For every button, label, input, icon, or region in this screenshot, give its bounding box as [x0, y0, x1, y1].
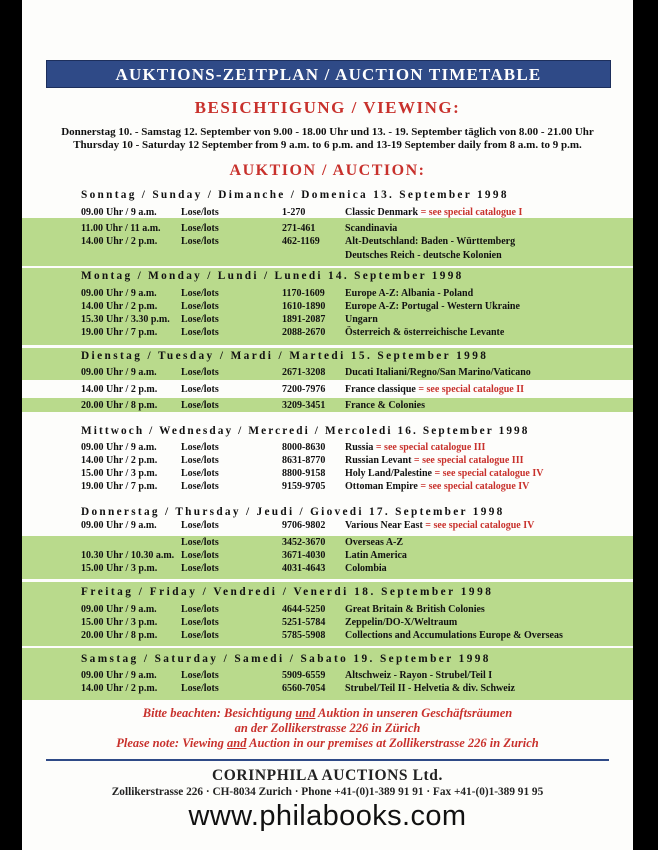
row-time: 15.00 Uhr / 3 p.m.: [81, 563, 158, 574]
row-desc: Europe A-Z: Albania - Poland: [345, 288, 474, 299]
table-row: [22, 480, 633, 493]
row-range: 8000-8630: [282, 442, 326, 453]
row-lots: Lose/lots: [181, 630, 219, 641]
row-desc: Overseas A-Z: [345, 537, 404, 548]
row-time: 09.00 Uhr / 9 a.m.: [81, 367, 157, 378]
row-time: 14.00 Uhr / 2 p.m.: [81, 683, 158, 694]
row-range: 1610-1890: [282, 301, 326, 312]
row-time: 09.00 Uhr / 9 a.m.: [81, 207, 157, 218]
row-desc: [345, 441, 485, 454]
row-lots: Lose/lots: [181, 604, 219, 615]
note-en-u: and: [227, 736, 247, 750]
row-time: 11.00 Uhr / 11 a.m.: [81, 223, 161, 234]
row-note: = see special catalogue III: [413, 455, 524, 466]
row-desc: Strubel/Teil II - Helvetia & div. Schweiz: [345, 683, 515, 694]
table-row: [22, 313, 633, 326]
row-time: 14.00 Uhr / 2 p.m.: [81, 301, 158, 312]
row-range: 1-270: [282, 207, 306, 218]
website-link[interactable]: www.philabooks.com: [188, 800, 467, 832]
table-row: [22, 249, 633, 262]
auction-title: AUKTION / AUCTION:: [229, 162, 426, 179]
day-heading-tuesday: Dienstag / Tuesday / Mardi / Martedi 15. September 1998: [81, 350, 489, 362]
row-lots: Lose/lots: [181, 327, 219, 338]
table-row: [22, 536, 633, 549]
row-time: 14.00 Uhr / 2 p.m.: [81, 384, 158, 395]
row-lots: Lose/lots: [181, 442, 219, 453]
row-range: 462-1169: [282, 236, 320, 247]
row-time: 14.00 Uhr / 2 p.m.: [81, 455, 158, 466]
company-address: Zollikerstrasse 226 · CH-8034 Zurich · Phone +41-(0)1-389 91 91 · Fax +41-(0)1-389 91 95: [111, 786, 544, 798]
row-time: 20.00 Uhr / 8 p.m.: [81, 630, 158, 641]
row-desc: Deutsches Reich - deutsche Kolonien: [345, 250, 502, 261]
row-desc-text: France classique: [345, 384, 416, 395]
row-time: 15.30 Uhr / 3.30 p.m.: [81, 314, 170, 325]
row-lots: Lose/lots: [181, 384, 219, 395]
row-lots: Lose/lots: [181, 207, 219, 218]
note-de-line2: an der Zollikerstrasse 226 in Zürich: [234, 721, 421, 735]
table-row: [22, 441, 633, 454]
row-lots: Lose/lots: [181, 236, 219, 247]
row-lots: Lose/lots: [181, 367, 219, 378]
row-lots: Lose/lots: [181, 481, 219, 492]
row-lots: Lose/lots: [181, 301, 219, 312]
row-note: = see special catalogue IV: [425, 520, 535, 531]
row-time: 20.00 Uhr / 8 p.m.: [81, 400, 158, 411]
table-row: [22, 383, 633, 396]
row-range: 5251-5784: [282, 617, 326, 628]
table-row: [22, 682, 633, 695]
row-desc: [345, 467, 543, 480]
row-desc: [345, 454, 523, 467]
day-heading-monday: Montag / Monday / Lundi / Lunedi 14. September 1998: [81, 270, 464, 282]
row-note: = see special catalogue IV: [434, 468, 544, 479]
row-desc-text: Holy Land/Palestine: [345, 468, 432, 479]
row-range: 2088-2670: [282, 327, 326, 338]
row-time: 19.00 Uhr / 7 p.m.: [81, 481, 158, 492]
row-desc: Scandinavia: [345, 223, 398, 234]
row-desc-text: Various Near East: [345, 520, 423, 531]
row-lots: Lose/lots: [181, 314, 219, 325]
row-desc: Great Britain & British Colonies: [345, 604, 485, 615]
row-range: 1891-2087: [282, 314, 326, 325]
table-row: [22, 235, 633, 248]
row-desc-text: Russian Levant: [345, 455, 412, 466]
row-lots: Lose/lots: [181, 288, 219, 299]
row-note: = see special catalogue IV: [420, 481, 530, 492]
row-desc: [345, 519, 534, 532]
row-range: 6560-7054: [282, 683, 326, 694]
row-range: 3209-3451: [282, 400, 326, 411]
row-time: 09.00 Uhr / 9 a.m.: [81, 604, 157, 615]
day-heading-wednesday: Mittwoch / Wednesday / Mercredi / Mercoledi 16. September 1998: [81, 425, 530, 437]
table-row: [22, 287, 633, 300]
viewing-title: BESICHTIGUNG / VIEWING:: [194, 98, 461, 117]
row-time: 09.00 Uhr / 9 a.m.: [81, 288, 157, 299]
row-note: = see special catalogue I: [420, 207, 523, 218]
row-time: 10.30 Uhr / 10.30 a.m.: [81, 550, 175, 561]
row-range: 7200-7976: [282, 384, 326, 395]
note-de-line1-u: und: [295, 706, 316, 720]
note-en-b: Auction in our premises at Zollikerstrasse 226 in Zurich: [246, 736, 539, 750]
row-range: 1170-1609: [282, 288, 325, 299]
row-lots: Lose/lots: [181, 400, 219, 411]
row-time: 19.00 Uhr / 7 p.m.: [81, 327, 158, 338]
row-time: 14.00 Uhr / 2 p.m.: [81, 236, 158, 247]
row-desc: [345, 383, 524, 396]
row-desc: Zeppelin/DO-X/Weltraum: [345, 617, 458, 628]
table-row: [22, 519, 633, 532]
day-heading-friday: Freitag / Friday / Vendredi / Venerdi 18. September 1998: [81, 586, 494, 598]
row-range: 9159-9705: [282, 481, 326, 492]
row-range: 3452-3670: [282, 537, 326, 548]
table-row: [22, 549, 633, 562]
row-desc-text: Russia: [345, 442, 374, 453]
row-time: 15.00 Uhr / 3 p.m.: [81, 468, 158, 479]
footer-divider: [46, 759, 609, 761]
table-row: [22, 326, 633, 339]
table-row: [22, 616, 633, 629]
row-lots: Lose/lots: [181, 537, 219, 548]
row-desc-text: Ottoman Empire: [345, 481, 418, 492]
note-de-line1: [22, 706, 633, 721]
note-en: [22, 736, 633, 751]
row-range: 3671-4030: [282, 550, 326, 561]
row-time: 09.00 Uhr / 9 a.m.: [81, 520, 157, 531]
row-lots: Lose/lots: [181, 468, 219, 479]
row-desc: Alt-Deutschland: Baden - Württemberg: [345, 236, 516, 247]
row-time: 15.00 Uhr / 3 p.m.: [81, 617, 158, 628]
table-row: [22, 454, 633, 467]
page-title: AUKTIONS-ZEITPLAN / AUCTION TIMETABLE: [46, 60, 611, 88]
row-desc: France & Colonies: [345, 400, 425, 411]
table-row: [22, 399, 633, 412]
row-lots: Lose/lots: [181, 455, 219, 466]
day-heading-saturday: Samstag / Saturday / Samedi / Sabato 19. September 1998: [81, 653, 491, 665]
row-desc: [345, 480, 529, 493]
day-heading-thursday: Donnerstag / Thursday / Jeudi / Giovedi 17. September 1998: [81, 506, 505, 518]
row-desc: [345, 206, 522, 219]
row-note: = see special catalogue II: [418, 384, 525, 395]
timetable-page: [22, 0, 633, 850]
table-row: [22, 629, 633, 642]
row-time: 09.00 Uhr / 9 a.m.: [81, 670, 157, 681]
note-en-a: Please note: Viewing: [116, 736, 227, 750]
company-name: CORINPHILA AUCTIONS Ltd.: [211, 767, 443, 784]
row-desc: Altschweiz - Rayon - Strubel/Teil I: [345, 670, 493, 681]
row-range: 8631-8770: [282, 455, 326, 466]
table-row: [22, 603, 633, 616]
row-lots: Lose/lots: [181, 683, 219, 694]
row-desc: Europe A-Z: Portugal - Western Ukraine: [345, 301, 520, 312]
note-de-line1-b: Auktion in unseren Geschäftsräumen: [315, 706, 513, 720]
table-row: [22, 562, 633, 575]
row-lots: Lose/lots: [181, 550, 219, 561]
viewing-line-de: Donnerstag 10. - Samstag 12. September von 9.00 - 18.00 Uhr und 13. - 19. September täglich von 8.00 - 21.00 Uhr: [61, 126, 594, 138]
row-note: = see special catalogue III: [375, 442, 486, 453]
table-row: [22, 222, 633, 235]
note-de-line1-a: Bitte beachten: Besichtigung: [142, 706, 296, 720]
row-lots: Lose/lots: [181, 563, 219, 574]
row-range: 8800-9158: [282, 468, 326, 479]
row-range: 4644-5250: [282, 604, 326, 615]
row-lots: Lose/lots: [181, 520, 219, 531]
row-range: 5785-5908: [282, 630, 326, 641]
row-lots: Lose/lots: [181, 670, 219, 681]
row-range: 5909-6559: [282, 670, 326, 681]
day-heading-sunday: Sonntag / Sunday / Dimanche / Domenica 13. September 1998: [81, 189, 509, 201]
table-row: [22, 300, 633, 313]
table-row: [22, 669, 633, 682]
row-range: 4031-4643: [282, 563, 326, 574]
viewing-line-en: Thursday 10 - Saturday 12 September from 9 a.m. to 6 p.m. and 13-19 September daily from 8 a.m. to 9 p.m.: [73, 139, 582, 151]
row-desc-text: Classic Denmark: [345, 207, 419, 218]
table-row: [22, 206, 633, 219]
row-desc: Ungarn: [345, 314, 378, 325]
row-range: 271-461: [282, 223, 316, 234]
row-lots: Lose/lots: [181, 223, 219, 234]
row-time: 09.00 Uhr / 9 a.m.: [81, 442, 157, 453]
row-range: 9706-9802: [282, 520, 326, 531]
row-lots: Lose/lots: [181, 617, 219, 628]
row-desc: Collections and Accumulations Europe & Overseas: [345, 630, 563, 641]
row-range: 2671-3208: [282, 367, 326, 378]
table-row: [22, 467, 633, 480]
row-desc: Ducati Italiani/Regno/San Marino/Vaticano: [345, 367, 531, 378]
table-row: [22, 366, 633, 379]
row-desc: Österreich & österreichische Levante: [345, 327, 505, 338]
row-desc: Colombia: [345, 563, 387, 574]
row-desc: Latin America: [345, 550, 407, 561]
